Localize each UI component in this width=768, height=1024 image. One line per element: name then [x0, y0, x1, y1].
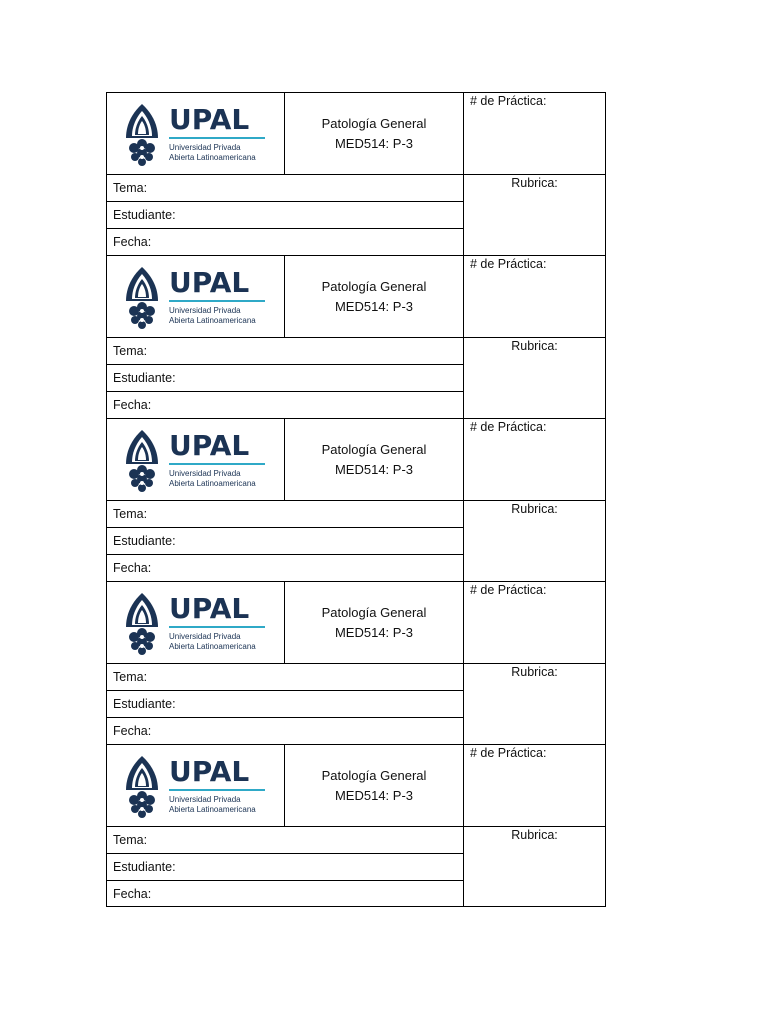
logo-wordmark: UPAL: [169, 754, 250, 788]
upal-emblem-icon: [123, 591, 161, 655]
course-name: Patología General: [321, 767, 427, 783]
practice-number-cell: [463, 581, 606, 663]
upal-logo: [123, 265, 265, 329]
estudiante-field: [106, 853, 463, 880]
practice-number-label: # de Práctica:: [470, 583, 547, 597]
practice-number-cell: [463, 255, 606, 337]
course-code: MED514: P-3: [334, 298, 414, 314]
tema-field: [106, 500, 463, 527]
course-cell: [284, 92, 463, 174]
fecha-field: [106, 880, 463, 907]
logo-subtitle-line1: Universidad Privada: [169, 468, 241, 478]
course-code: MED514: P-3: [334, 787, 414, 803]
tema-field: [106, 663, 463, 690]
estudiante-label: Estudiante:: [113, 697, 176, 711]
logo-wordmark: UPAL: [169, 428, 250, 462]
course-name: Patología General: [321, 441, 427, 457]
estudiante-label: Estudiante:: [113, 371, 176, 385]
logo-subtitle-line2: Abierta Latinoamericana: [169, 152, 256, 162]
practice-card: [106, 744, 606, 907]
practice-card: [106, 418, 606, 581]
tema-field: [106, 337, 463, 364]
course-cell: [284, 744, 463, 826]
tema-field: [106, 826, 463, 853]
upal-logo: [123, 428, 265, 492]
course-cell: [284, 418, 463, 500]
tema-label: Tema:: [113, 344, 148, 358]
practice-label-sheet: [106, 92, 606, 907]
estudiante-label: Estudiante:: [113, 534, 176, 548]
practice-number-cell: [463, 92, 606, 174]
fecha-label: Fecha:: [113, 886, 152, 901]
logo-subtitle-line2: Abierta Latinoamericana: [169, 641, 256, 651]
upal-emblem-icon: [123, 428, 161, 492]
fecha-field: [106, 228, 463, 255]
practice-card: [106, 581, 606, 744]
estudiante-field: [106, 201, 463, 228]
logo-rule: [169, 300, 265, 302]
course-code: MED514: P-3: [334, 135, 414, 151]
fecha-label: Fecha:: [113, 561, 152, 575]
rubrica-cell: [463, 174, 606, 255]
upal-logo: [123, 754, 265, 818]
tema-label: Tema:: [113, 833, 148, 847]
course-cell: [284, 255, 463, 337]
fecha-label: Fecha:: [113, 724, 152, 738]
logo-rule: [169, 789, 265, 791]
logo-subtitle-line2: Abierta Latinoamericana: [169, 478, 256, 488]
upal-logo: [123, 102, 265, 166]
rubrica-cell: [463, 663, 606, 744]
practice-number-label: # de Práctica:: [470, 420, 547, 434]
fecha-label: Fecha:: [113, 398, 152, 412]
rubrica-label: Rubrica:: [511, 665, 558, 679]
practice-card: [106, 255, 606, 418]
practice-number-label: # de Práctica:: [470, 257, 547, 271]
upal-logo: [123, 591, 265, 655]
course-name: Patología General: [321, 278, 427, 294]
logo-cell: [106, 418, 284, 500]
logo-subtitle-line1: Universidad Privada: [169, 631, 241, 641]
estudiante-label: Estudiante:: [113, 860, 176, 874]
logo-wordmark: UPAL: [169, 591, 250, 625]
logo-subtitle-line1: Universidad Privada: [169, 142, 241, 152]
estudiante-field: [106, 364, 463, 391]
estudiante-field: [106, 527, 463, 554]
logo-cell: [106, 744, 284, 826]
practice-card: [106, 92, 606, 255]
tema-field: [106, 174, 463, 201]
course-cell: [284, 581, 463, 663]
logo-rule: [169, 137, 265, 139]
practice-number-label: # de Práctica:: [470, 746, 547, 760]
logo-rule: [169, 463, 265, 465]
logo-cell: [106, 255, 284, 337]
upal-emblem-icon: [123, 265, 161, 329]
logo-subtitle-line1: Universidad Privada: [169, 305, 241, 315]
course-name: Patología General: [321, 115, 427, 131]
course-code: MED514: P-3: [334, 461, 414, 477]
logo-rule: [169, 626, 265, 628]
course-name: Patología General: [321, 604, 427, 620]
estudiante-field: [106, 690, 463, 717]
logo-subtitle-line2: Abierta Latinoamericana: [169, 804, 256, 814]
upal-emblem-icon: [123, 754, 161, 818]
rubrica-label: Rubrica:: [511, 828, 558, 842]
logo-wordmark: UPAL: [169, 265, 250, 299]
course-code: MED514: P-3: [334, 624, 414, 640]
tema-label: Tema:: [113, 507, 148, 521]
practice-number-cell: [463, 744, 606, 826]
rubrica-cell: [463, 826, 606, 907]
fecha-label: Fecha:: [113, 235, 152, 249]
practice-number-label: # de Práctica:: [470, 94, 547, 108]
estudiante-label: Estudiante:: [113, 208, 176, 222]
fecha-field: [106, 717, 463, 744]
tema-label: Tema:: [113, 181, 148, 195]
logo-wordmark: UPAL: [169, 102, 250, 136]
logo-cell: [106, 581, 284, 663]
rubrica-cell: [463, 337, 606, 418]
rubrica-cell: [463, 500, 606, 581]
fecha-field: [106, 391, 463, 418]
upal-emblem-icon: [123, 102, 161, 166]
logo-subtitle-line1: Universidad Privada: [169, 794, 241, 804]
practice-number-cell: [463, 418, 606, 500]
rubrica-label: Rubrica:: [511, 339, 558, 353]
fecha-field: [106, 554, 463, 581]
rubrica-label: Rubrica:: [511, 502, 558, 516]
logo-subtitle-line2: Abierta Latinoamericana: [169, 315, 256, 325]
tema-label: Tema:: [113, 670, 148, 684]
logo-cell: [106, 92, 284, 174]
rubrica-label: Rubrica:: [511, 176, 558, 190]
